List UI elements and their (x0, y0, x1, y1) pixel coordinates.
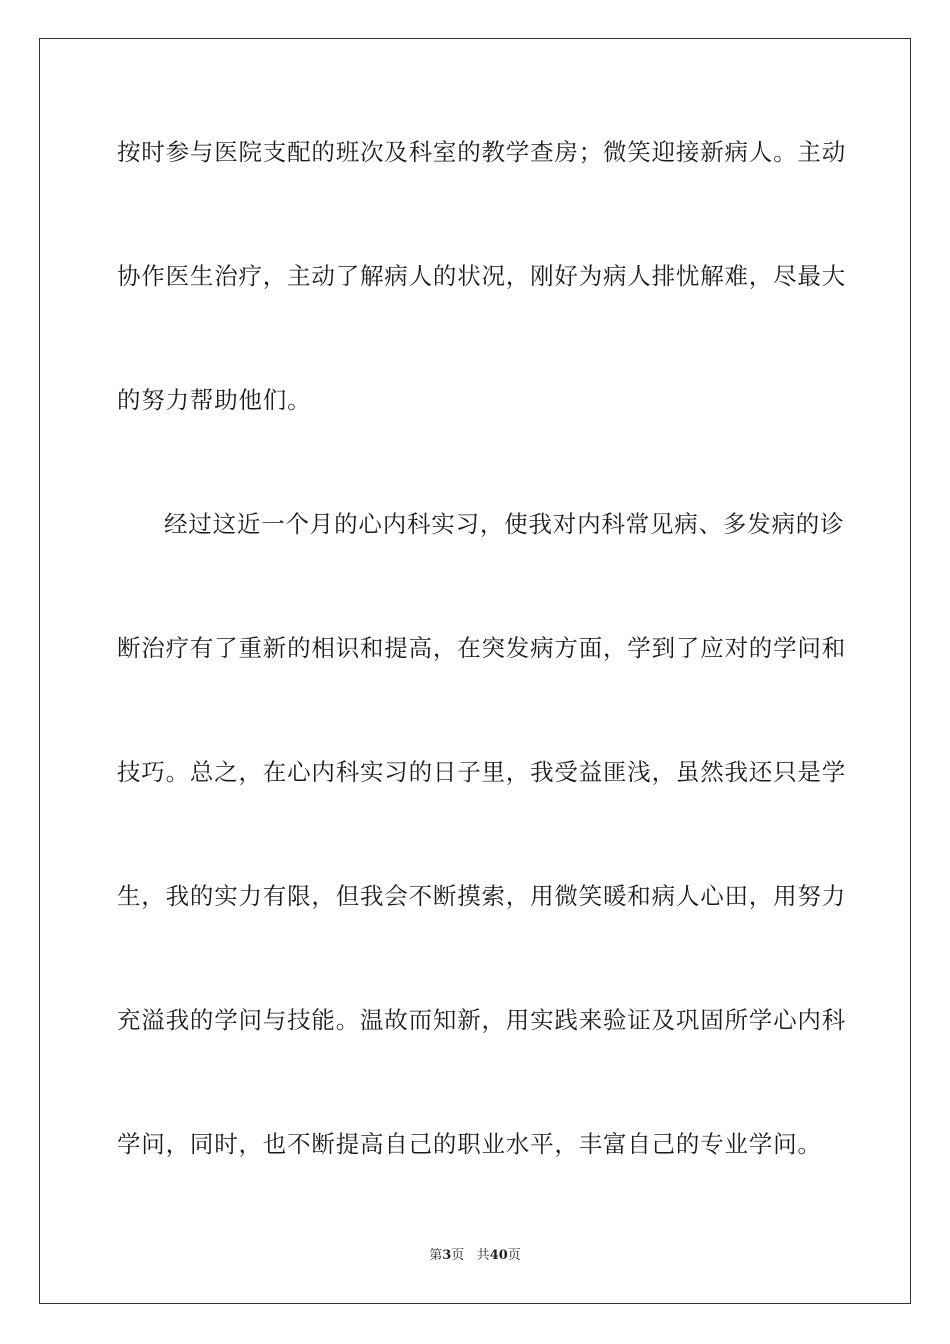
page-footer (0, 1247, 950, 1265)
body-line-6: 技巧。总之，在心内科实习的日子里，我受益匪浅，虽然我还只是学 (117, 758, 846, 786)
body-line-1: 按时参与医院支配的班次及科室的教学查房；微笑迎接新病人。主动 (117, 138, 846, 166)
body-line-5: 断治疗有了重新的相识和提高，在突发病方面，学到了应对的学问和 (117, 634, 846, 662)
body-line-9: 学问，同时，也不断提高自己的职业水平，丰富自己的专业学问。 (117, 1130, 822, 1158)
body-line-7: 生，我的实力有限，但我会不断摸索，用微笑暖和病人心田，用努力 (117, 882, 846, 910)
body-line-3: 的努力帮助他们。 (117, 386, 312, 414)
body-line-2: 协作医生治疗，主动了解病人的状况，刚好为病人排忧解难，尽最大 (117, 262, 846, 290)
total-prefix: 共 (476, 1248, 490, 1263)
page-border (39, 38, 911, 1304)
body-line-4: 经过这近一个月的心内科实习，使我对内科常见病、多发病的诊 (164, 510, 845, 538)
page-prefix: 第 (429, 1248, 443, 1263)
total-suffix: 页 (507, 1248, 521, 1263)
page-number: 3 (442, 1248, 452, 1263)
total-pages: 40 (489, 1248, 508, 1263)
page-suffix: 页 (451, 1248, 465, 1263)
body-line-8: 充溢我的学问与技能。温故而知新，用实践来验证及巩固所学心内科 (117, 1006, 846, 1034)
